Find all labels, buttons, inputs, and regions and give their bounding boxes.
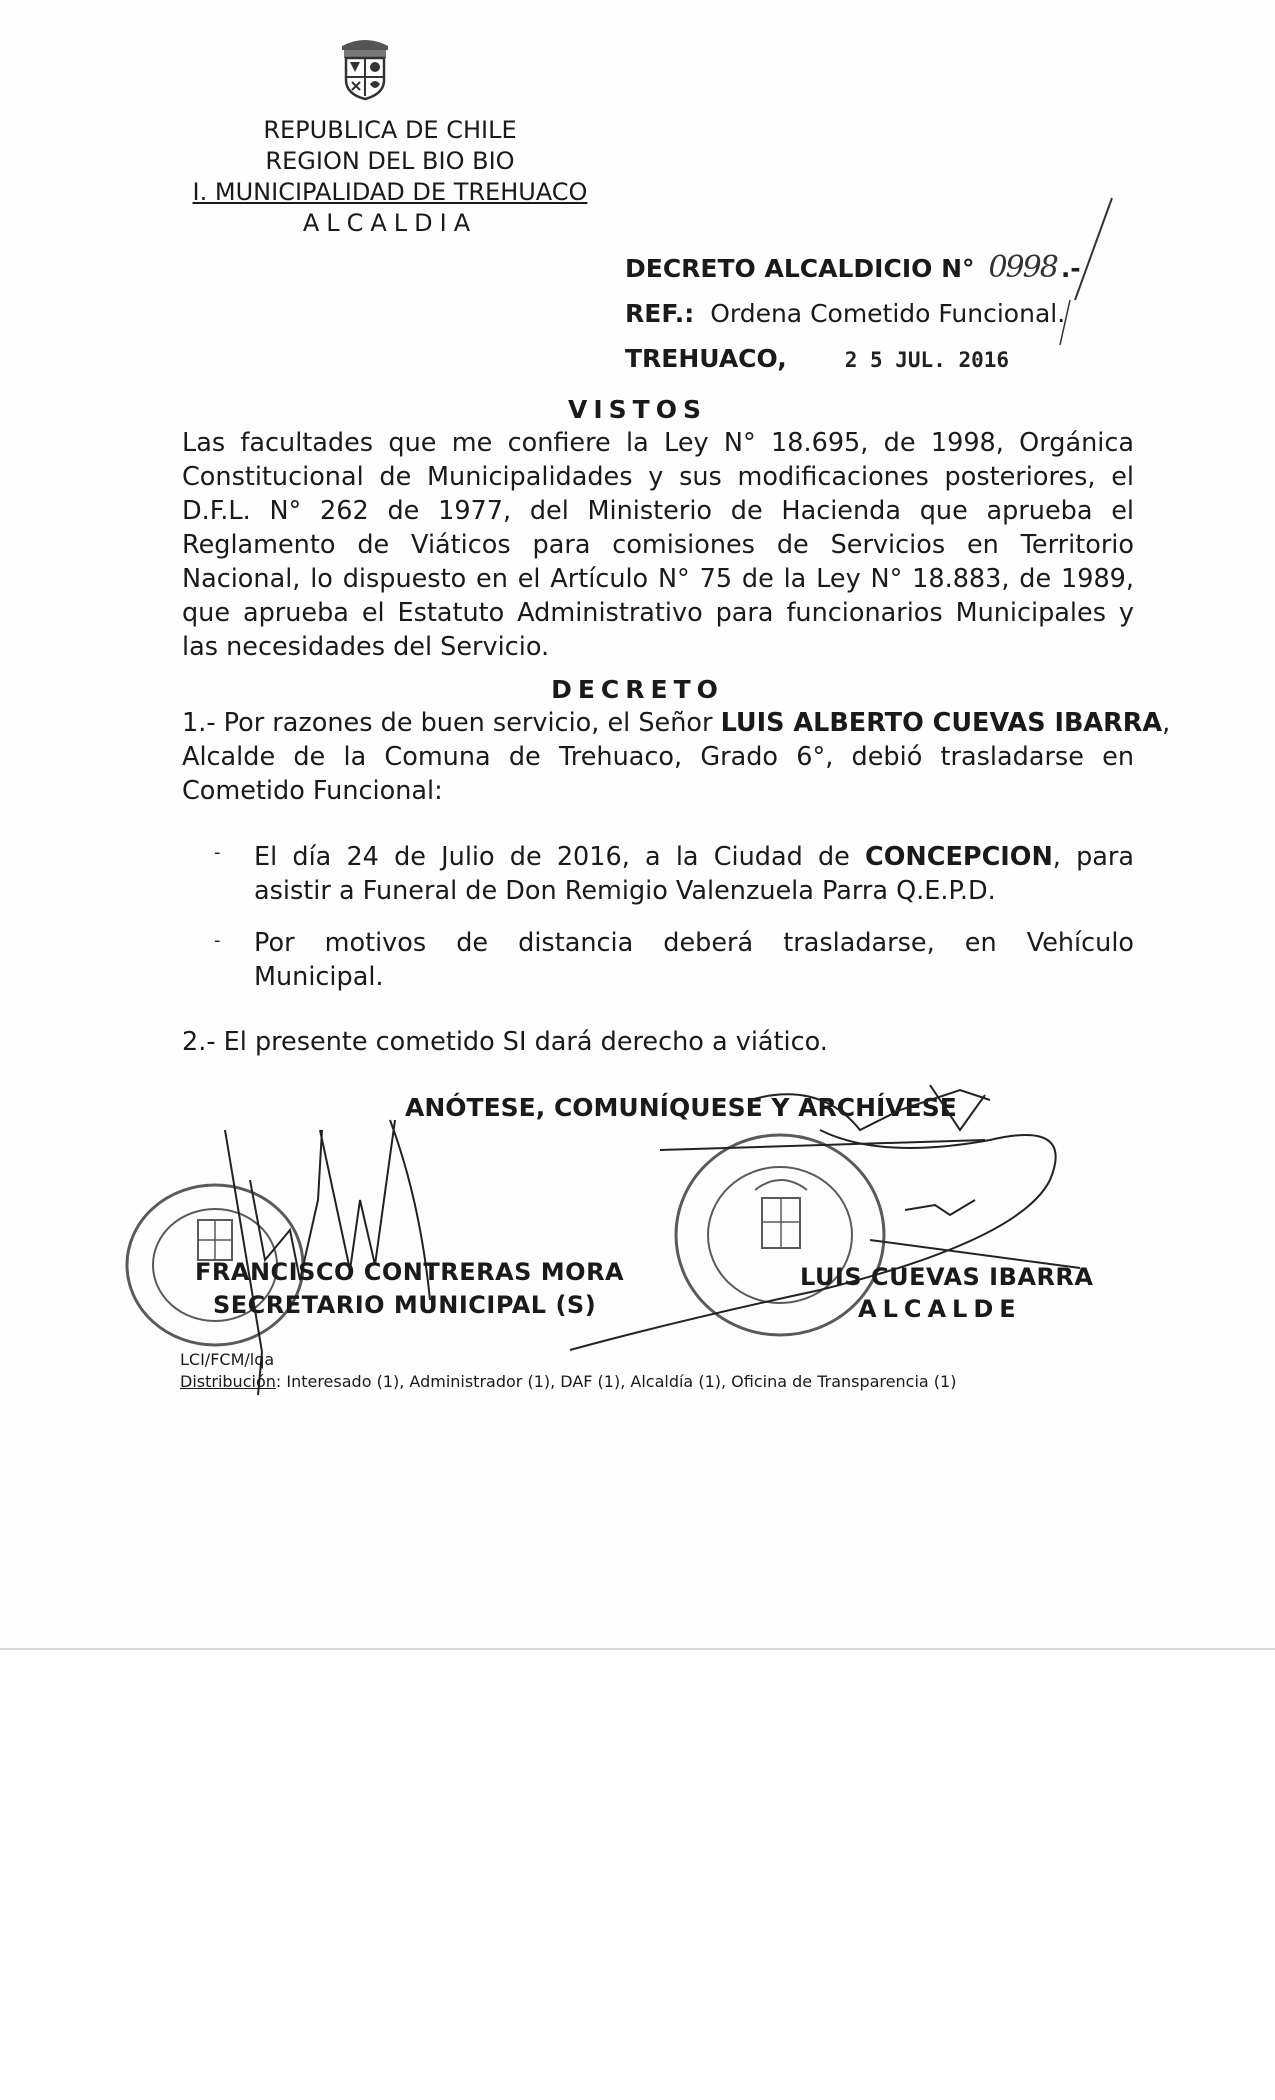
decreto-line: Cometido Funcional: — [182, 776, 443, 806]
mayor-name: LUIS ALBERTO CUEVAS IBARRA — [720, 708, 1163, 738]
header-country: REPUBLICA DE CHILE — [263, 116, 517, 144]
decree-place-label: TREHUACO, — [625, 344, 787, 373]
secretary-title-text: SECRETARIO MUNICIPAL (S) — [213, 1291, 597, 1319]
vistos-line: Nacional, lo dispuesto en el Artículo N° 75 de la Ley N° 18.883, de 1989, — [182, 564, 1134, 594]
vistos-line: D.F.L. N° 262 de 1977, del Ministerio de Hacienda que aprueba el — [182, 496, 1134, 526]
bullet-line: Por motivos de distancia deberá trasladarse, en Vehículo — [254, 928, 1134, 958]
secretary-name: FRANCISCO CONTRERAS MORA — [195, 1258, 625, 1286]
decree-number-handwritten: 0998 — [988, 250, 1057, 285]
mayor-title: ALCALDE — [858, 1295, 1022, 1323]
decree-number-label: DECRETO ALCALDICIO N° — [625, 254, 975, 283]
decreto-text: 1.- Por razones de buen servicio, el Señor — [182, 708, 721, 738]
decree-place-line — [625, 336, 1081, 383]
vistos-line: Las facultades que me confiere la Ley N° 18.695, de 1998, Orgánica — [182, 428, 1134, 458]
decreto-title: DECRETO — [551, 675, 724, 704]
blank-area — [0, 1650, 1275, 2100]
bullet-line: Municipal. — [254, 962, 384, 992]
closing-formula: ANÓTESE, COMUNÍQUESE Y ARCHÍVESE — [405, 1093, 957, 1122]
destination-city: CONCEPCION — [865, 842, 1053, 872]
decree-ref-line — [625, 291, 1081, 336]
vistos-body — [182, 426, 1134, 664]
bullet-text: , para — [1052, 842, 1135, 872]
vistos-line: Constitucional de Municipalidades y sus modificaciones posteriores, el — [182, 462, 1134, 492]
bullet-mark: - — [214, 930, 221, 951]
initials: LCI/FCM/lqa — [180, 1350, 275, 1369]
issuer-header — [180, 115, 600, 239]
decreto-line: Alcalde de la Comuna de Trehuaco, Grado 6°, debió trasladarse en — [182, 742, 1134, 772]
vistos-title: VISTOS — [568, 395, 707, 424]
municipal-crest-icon — [330, 32, 400, 102]
decree-info — [625, 245, 1081, 383]
decreto-text: , — [1162, 708, 1171, 738]
bullet-line: asistir a Funeral de Don Remigio Valenzuela Parra Q.E.P.D. — [254, 876, 996, 906]
decree-number-line — [625, 245, 1081, 291]
bullet-mark: - — [214, 842, 221, 863]
decree-ref-value: Ordena Cometido Funcional. — [710, 299, 1066, 328]
secretary-title — [213, 1291, 596, 1319]
decreto-bullet-1 — [254, 840, 1134, 908]
decreto-line: 2.- El presente cometido SI dará derecho a viático. — [182, 1027, 828, 1057]
vistos-line: las necesidades del Servicio. — [182, 632, 550, 662]
header-region: REGION DEL BIO BIO — [265, 147, 515, 175]
decreto-point-1 — [182, 706, 1171, 808]
mayor-name-signature: LUIS CUEVAS IBARRA — [800, 1263, 1094, 1291]
decree-date-stamp: 2 5 JUL. 2016 — [844, 348, 1010, 372]
decreto-point-2 — [182, 1025, 1134, 1059]
distribution-label: Distribución — [180, 1372, 276, 1391]
distribution-text: : Interesado (1), Administrador (1), DAF (1), Alcaldía (1), Oficina de Transparencia (1) — [275, 1372, 957, 1391]
bullet-text: El día 24 de Julio de 2016, a la Ciudad de — [254, 842, 866, 872]
decree-ref-label: REF.: — [625, 299, 695, 328]
distribution-list — [180, 1372, 956, 1391]
bullet-line — [254, 840, 1134, 874]
vistos-line: que aprueba el Estatuto Administrativo para funcionarios Municipales y — [182, 598, 1134, 628]
decree-number-suffix: .- — [1060, 254, 1081, 283]
header-municipality: I. MUNICIPALIDAD DE TREHUACO — [192, 178, 588, 206]
decreto-line — [182, 706, 1171, 740]
decreto-bullet-2 — [254, 926, 1134, 994]
vistos-line: Reglamento de Viáticos para comisiones de Servicios en Territorio — [182, 530, 1134, 560]
header-office: ALCALDIA — [302, 209, 478, 237]
